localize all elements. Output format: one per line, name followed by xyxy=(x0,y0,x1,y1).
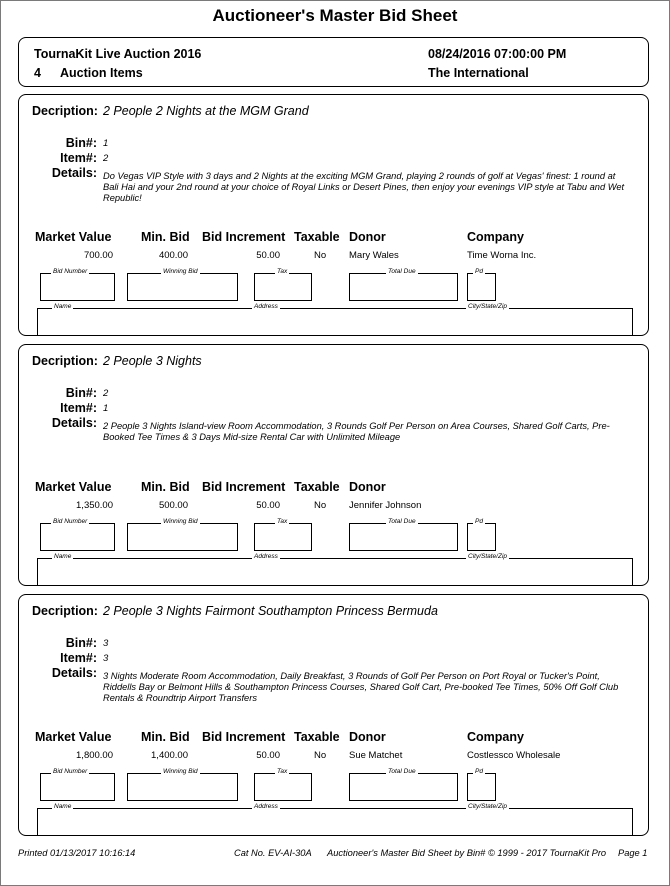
name-label: Name xyxy=(54,553,72,560)
bin-value: 2 xyxy=(103,388,109,399)
market-value: 1,350.00 xyxy=(76,500,113,511)
taxable-value: No xyxy=(314,750,327,761)
bin-label: Bin#: xyxy=(65,636,97,650)
bid-number-label: Bid Number xyxy=(53,268,88,275)
bin-label: Bin#: xyxy=(65,386,97,400)
item-number-value: 3 xyxy=(103,653,109,664)
bid-number-label: Bid Number xyxy=(53,768,88,775)
taxable-value: No xyxy=(314,250,327,261)
bin-value: 3 xyxy=(103,638,109,649)
details-label: Details: xyxy=(51,666,97,680)
description-label: Decription: xyxy=(32,604,98,618)
total-due-label: Total Due xyxy=(388,268,416,275)
bin-label: Bin#: xyxy=(65,136,97,150)
bid-increment-value: 50.00 xyxy=(256,500,280,511)
paid-label: Pd xyxy=(475,268,483,275)
winning-bid-label: Winning Bid xyxy=(163,768,198,775)
company-value: Time Worna Inc. xyxy=(467,250,537,261)
bid-increment-value: 50.00 xyxy=(256,250,280,261)
city-state-zip-label: City/State/Zip xyxy=(468,553,508,560)
winning-bid-field[interactable] xyxy=(127,518,238,551)
event-header xyxy=(18,37,649,87)
taxable-header: Taxable xyxy=(294,230,340,244)
item-number-label: Item#: xyxy=(60,151,97,165)
bid-increment-header: Bid Increment xyxy=(202,230,286,244)
market-value-header: Market Value xyxy=(35,480,112,494)
donor-header: Donor xyxy=(349,230,386,244)
item-details: 3 Nights Moderate Room Accommodation, Daily Breakfast, 3 Rounds of Golf Per Person on Port Royal or Tucker's Point, Riddells Bay or Belmont Hills & Southampton Princess Courses, Shared Golf Cart, Pre-booked Tee Times, 50% Off Golf Club Rentals & Roundtrip Airport Transfers xyxy=(103,671,619,703)
donor-value: Sue Matchet xyxy=(349,750,403,761)
winning-bid-field[interactable] xyxy=(127,768,238,801)
item-description: 2 People 3 Nights Fairmont Southampton Princess Bermuda xyxy=(103,604,438,618)
market-value: 700.00 xyxy=(83,250,113,261)
total-due-label: Total Due xyxy=(388,768,416,775)
winning-bid-label: Winning Bid xyxy=(163,518,198,525)
name-address-field[interactable] xyxy=(37,803,633,836)
auction-item-card xyxy=(18,94,649,336)
name-label: Name xyxy=(54,803,72,810)
details-label: Details: xyxy=(51,166,97,180)
winning-bid-field[interactable] xyxy=(127,268,238,301)
bid-increment-header: Bid Increment xyxy=(202,480,286,494)
paid-label: Pd xyxy=(475,518,483,525)
name-address-field[interactable] xyxy=(37,553,633,586)
bid-increment-header: Bid Increment xyxy=(202,730,286,744)
min-bid-value: 1,400.00 xyxy=(151,750,188,761)
market-value-header: Market Value xyxy=(35,730,112,744)
catalog-number: Cat No. EV-AI-30A xyxy=(234,848,312,858)
item-number-label: Item#: xyxy=(60,401,97,415)
taxable-header: Taxable xyxy=(294,480,340,494)
item-details: Do Vegas VIP Style with 3 days and 2 Nights at the exciting MGM Grand, playing 2 rounds of golf at Vegas' finest: 1 round at Bali Hai and your 2nd round at your choice of Royal Links or Desert Pines, then enjoy your evenings VIP style at Tabu and Wet Republic! xyxy=(103,171,625,203)
item-description: 2 People 2 Nights at the MGM Grand xyxy=(103,104,309,118)
page-title: Auctioneer's Master Bid Sheet xyxy=(212,6,458,25)
event-datetime: 08/24/2016 07:00:00 PM xyxy=(428,47,567,61)
bid-number-field[interactable] xyxy=(40,518,115,551)
item-count: 4 xyxy=(34,66,41,80)
company-header: Company xyxy=(467,230,524,244)
tax-label: Tax xyxy=(277,268,288,275)
description-label: Decription: xyxy=(32,354,98,368)
company-value: Costlessco Wholesale xyxy=(467,750,561,761)
item-count-label: Auction Items xyxy=(60,66,143,80)
tax-field[interactable] xyxy=(254,768,312,801)
event-venue: The International xyxy=(428,66,529,80)
paid-field[interactable] xyxy=(467,518,496,551)
item-number-value: 2 xyxy=(103,153,109,164)
item-description: 2 People 3 Nights xyxy=(103,354,202,368)
tax-field[interactable] xyxy=(254,518,312,551)
event-name: TournaKit Live Auction 2016 xyxy=(34,47,202,61)
page-number: Page 1 xyxy=(618,848,648,858)
donor-value: Jennifer Johnson xyxy=(349,500,422,511)
winning-bid-label: Winning Bid xyxy=(163,268,198,275)
total-due-field[interactable] xyxy=(349,518,458,551)
donor-header: Donor xyxy=(349,730,386,744)
taxable-header: Taxable xyxy=(294,730,340,744)
total-due-field[interactable] xyxy=(349,268,458,301)
donor-header: Donor xyxy=(349,480,386,494)
bid-number-label: Bid Number xyxy=(53,518,88,525)
bid-increment-value: 50.00 xyxy=(256,750,280,761)
total-due-label: Total Due xyxy=(388,518,416,525)
paid-label: Pd xyxy=(475,768,483,775)
item-number-label: Item#: xyxy=(60,651,97,665)
name-label: Name xyxy=(54,303,72,310)
market-value-header: Market Value xyxy=(35,230,112,244)
city-state-zip-label: City/State/Zip xyxy=(468,303,508,310)
min-bid-value: 500.00 xyxy=(158,500,188,511)
bin-value: 1 xyxy=(103,138,109,149)
tax-field[interactable] xyxy=(254,268,312,301)
address-label: Address xyxy=(254,803,278,810)
bid-number-field[interactable] xyxy=(40,768,115,801)
company-header: Company xyxy=(467,730,524,744)
auction-item-card xyxy=(18,344,649,586)
printed-timestamp: Printed 01/13/2017 10:16:14 xyxy=(18,848,136,858)
details-label: Details: xyxy=(51,416,97,430)
market-value: 1,800.00 xyxy=(76,750,113,761)
city-state-zip-label: City/State/Zip xyxy=(468,803,508,810)
address-label: Address xyxy=(254,553,278,560)
address-label: Address xyxy=(254,303,278,310)
paid-field[interactable] xyxy=(467,768,496,801)
total-due-field[interactable] xyxy=(349,768,458,801)
auction-item-card xyxy=(18,594,649,836)
min-bid-value: 400.00 xyxy=(158,250,188,261)
tax-label: Tax xyxy=(277,768,288,775)
item-details: 2 People 3 Nights Island-view Room Accommodation, 3 Rounds Golf Per Person on Area Courses, Shared Golf Carts, Pre-Booked Tee Times & 3 Days Mid-size Rental Car with Unlimited Mileage xyxy=(103,421,610,442)
min-bid-header: Min. Bid xyxy=(141,480,190,494)
description-label: Decription: xyxy=(32,104,98,118)
report-credit: Auctioneer's Master Bid Sheet by Bin# © 1999 - 2017 TournaKit Pro xyxy=(327,848,607,858)
donor-value: Mary Wales xyxy=(349,250,399,261)
paid-field[interactable] xyxy=(467,268,496,301)
min-bid-header: Min. Bid xyxy=(141,230,190,244)
taxable-value: No xyxy=(314,500,327,511)
name-address-field[interactable] xyxy=(37,303,633,336)
min-bid-header: Min. Bid xyxy=(141,730,190,744)
item-number-value: 1 xyxy=(103,403,109,414)
bid-number-field[interactable] xyxy=(40,268,115,301)
tax-label: Tax xyxy=(277,518,288,525)
